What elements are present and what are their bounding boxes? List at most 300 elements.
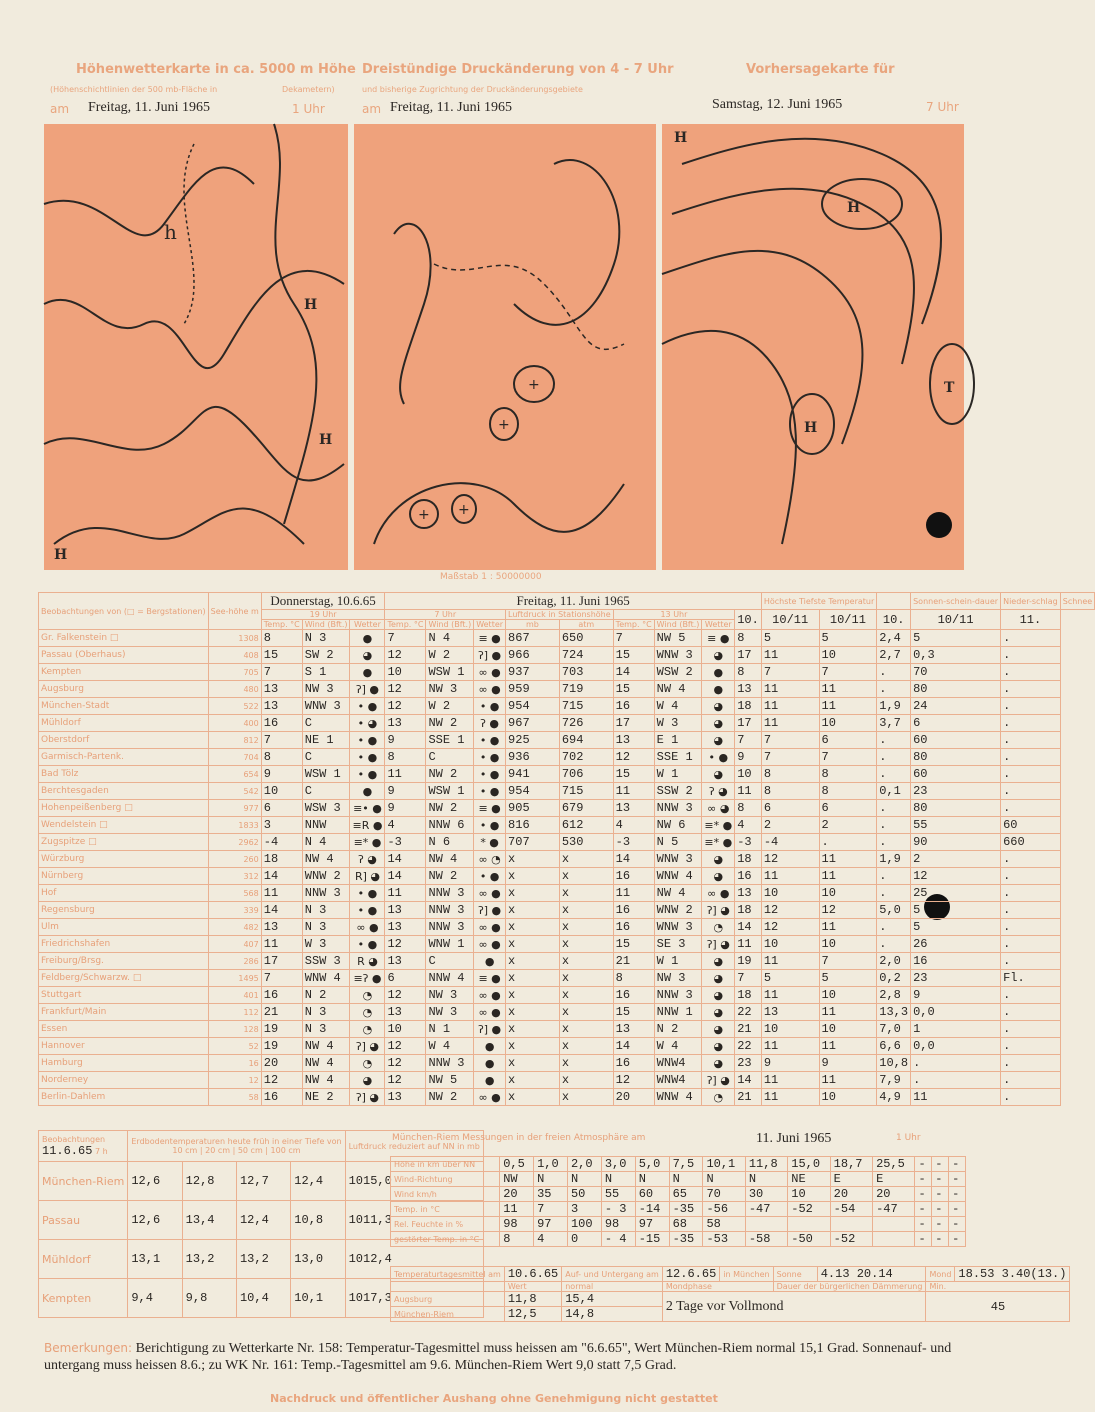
table-row (391, 1187, 966, 1202)
aero-height: 3,0 (601, 1157, 635, 1172)
aero-height: 2,0 (567, 1157, 601, 1172)
cell: 11 (819, 851, 877, 868)
cell: SE 3 (654, 936, 702, 953)
cell: 10 (819, 987, 877, 1004)
cell: x (559, 1072, 613, 1089)
table-row (39, 732, 1095, 749)
station-height: 339 (208, 902, 261, 919)
cell: 12 (385, 1055, 426, 1072)
cell: W 1 (654, 766, 702, 783)
cell: 2,0 (877, 953, 911, 970)
station-name: Augsburg (39, 681, 209, 698)
cell: WNW 4 (654, 1089, 702, 1106)
cell: ≡* ● (702, 834, 735, 851)
h7: 7 Uhr (385, 610, 506, 620)
cell: W 4 (426, 1038, 474, 1055)
cell: WSW 1 (426, 783, 474, 800)
mid-map-title: Dreistündige Druckänderung von 4 - 7 Uhr (362, 62, 674, 77)
aero-value (788, 1217, 830, 1232)
station-height: 312 (208, 868, 261, 885)
tm-wert-label: Wert (504, 1282, 561, 1292)
h-temp-7: Temp. °C (385, 620, 426, 630)
cell: ≡• ● (350, 800, 385, 817)
cell: • ◕ (350, 715, 385, 732)
cell: 5 (911, 902, 1001, 919)
cell: N 1 (426, 1021, 474, 1038)
cell: NW 4 (302, 1072, 350, 1089)
cell: 530 (559, 834, 613, 851)
cell: C (426, 953, 474, 970)
cell: N 3 (302, 902, 350, 919)
cell: 11 (819, 868, 877, 885)
cell: 6,6 (877, 1038, 911, 1055)
aero-value: - (932, 1217, 949, 1232)
cell: NNW 4 (426, 970, 474, 987)
soil-value: 1015,0 (345, 1162, 483, 1201)
cell: 60 (911, 732, 1001, 749)
cell: 11 (761, 1089, 819, 1106)
cell: NW 2 (426, 800, 474, 817)
aero-value: - 4 (601, 1232, 635, 1247)
aero-value: -35 (669, 1202, 703, 1217)
cell: 5 (911, 919, 1001, 936)
soil-value: 12,7 (236, 1162, 290, 1201)
cell: ◔ (702, 1089, 735, 1106)
cell: • ● (350, 936, 385, 953)
table-row (39, 868, 1095, 885)
cell: NW 4 (426, 851, 474, 868)
h-wetter-7: Wetter (474, 620, 506, 630)
cell: NW 4 (302, 851, 350, 868)
h-mb: mb (506, 620, 560, 630)
aero-value: N (669, 1172, 703, 1187)
soil-beob-label: Beobachtungen 11.6.65 7 h (39, 1131, 128, 1162)
cell: 13 (735, 885, 762, 902)
svg-text:+: + (458, 502, 470, 518)
cell: 816 (506, 817, 560, 834)
cell: 12 (385, 647, 426, 664)
cell: WNW 3 (654, 919, 702, 936)
station-name: Friedrichshafen (39, 936, 209, 953)
svg-text:H: H (674, 130, 688, 146)
cell: ʔ] ● (474, 647, 506, 664)
cell: . (877, 664, 911, 681)
cell: ʔ ● (474, 715, 506, 732)
aero-value: E (830, 1172, 872, 1187)
cell: 650 (559, 630, 613, 647)
cell: ● (474, 1055, 506, 1072)
aero-date: 11. Juni 1965 (756, 1131, 832, 1146)
aero-row-label: Temp. in °C (391, 1202, 500, 1217)
cell: 10 (819, 885, 877, 902)
mondphase-value: 2 Tage vor Vollmond (662, 1292, 926, 1322)
cell: . (877, 936, 911, 953)
left-map-subtitle-2: Dekametern) (282, 85, 335, 94)
table-row (39, 630, 1095, 647)
aero-height: - (932, 1157, 949, 1172)
tm-wert-2: 12,5 (504, 1307, 561, 1322)
cell: 6 (911, 715, 1001, 732)
svg-text:T: T (944, 380, 955, 396)
aero-height: 1,0 (534, 1157, 568, 1172)
aero-value: 20 (500, 1187, 534, 1202)
cell: 5,0 (877, 902, 911, 919)
table-row (39, 1089, 1095, 1106)
cell: 12 (385, 987, 426, 1004)
cell: 23 (911, 783, 1001, 800)
aero-value: N (601, 1172, 635, 1187)
aero-value: -58 (745, 1232, 787, 1247)
cell: -3 (735, 834, 762, 851)
cell: 10 (385, 664, 426, 681)
cell: . (1001, 868, 1061, 885)
left-map-title: Höhenwetterkarte in ca. 5000 m Höhe (76, 62, 356, 77)
cell: ◕ (350, 647, 385, 664)
cell: ʔ] ◕ (350, 1089, 385, 1106)
cell: ≡ʔ ● (350, 970, 385, 987)
aero-value: N (567, 1172, 601, 1187)
cell: . (1001, 953, 1061, 970)
cell: 12 (819, 902, 877, 919)
table-row (39, 800, 1095, 817)
aero-value: 70 (703, 1187, 745, 1202)
table-row (39, 834, 1095, 851)
cell: 660 (1001, 834, 1061, 851)
aero-value: -50 (788, 1232, 830, 1247)
soil-value: 13,2 (236, 1240, 290, 1279)
tm-city-header (391, 1282, 505, 1292)
cell: WSW 3 (302, 800, 350, 817)
cell: C (302, 749, 350, 766)
aero-value: - (932, 1187, 949, 1202)
cell: 18 (735, 987, 762, 1004)
cell: WNW4 (654, 1072, 702, 1089)
cell: R ◕ (350, 953, 385, 970)
aero-value: - (915, 1187, 932, 1202)
station-height: 286 (208, 953, 261, 970)
cell: 1,9 (877, 698, 911, 715)
col-1011a: 10/11 (761, 610, 819, 630)
table-row (39, 647, 1095, 664)
cell: 17 (735, 715, 762, 732)
cell: x (506, 1072, 560, 1089)
cell: 0,0 (911, 1004, 1001, 1021)
h-wind-13: Wind (Bft.) (654, 620, 702, 630)
cell: x (559, 987, 613, 1004)
station-name: Oberstdorf (39, 732, 209, 749)
soil-value: 12,4 (236, 1201, 290, 1240)
aero-height: - (949, 1157, 966, 1172)
cell: 702 (559, 749, 613, 766)
soil-value: 10,4 (236, 1279, 290, 1318)
cell: ∞ ● (474, 987, 506, 1004)
soil-value: 12,4 (291, 1162, 345, 1201)
cell: 13 (613, 732, 654, 749)
cell: 10 (819, 1021, 877, 1038)
cell: 10 (261, 783, 302, 800)
cell: 13 (261, 919, 302, 936)
cell: 11 (761, 953, 819, 970)
cell: 11 (911, 1089, 1001, 1106)
cell: 7 (613, 630, 654, 647)
cell: ● (474, 1038, 506, 1055)
cell: -4 (261, 834, 302, 851)
cell: 13 (261, 681, 302, 698)
cell: 7 (761, 749, 819, 766)
cell: WSW 1 (426, 664, 474, 681)
cell: NNW 3 (302, 885, 350, 902)
cell: 11 (385, 766, 426, 783)
cell: ◔ (350, 1055, 385, 1072)
aero-value: 58 (703, 1217, 745, 1232)
aero-height: 18,7 (830, 1157, 872, 1172)
cell: x (559, 902, 613, 919)
cell: 11 (761, 715, 819, 732)
cell: 80 (911, 749, 1001, 766)
col-nieder: Nieder-schlag (1001, 593, 1061, 610)
cell: 80 (911, 681, 1001, 698)
depth-1: 10 cm (172, 1146, 198, 1155)
cell: 941 (506, 766, 560, 783)
col-1011c: 10/11 (911, 610, 1001, 630)
cell: 724 (559, 647, 613, 664)
soil-station: Passau (39, 1201, 128, 1240)
right-map-time: 7 Uhr (926, 100, 959, 114)
map-scale: Maßstab 1 : 50000000 (440, 572, 542, 582)
cell: 18 (735, 902, 762, 919)
table-row (39, 783, 1095, 800)
cell: C (302, 715, 350, 732)
cell: 967 (506, 715, 560, 732)
cell: 18 (735, 851, 762, 868)
cell: ∞ ● (474, 681, 506, 698)
cell: • ● (474, 766, 506, 783)
table-row (39, 936, 1095, 953)
punch-hole-top (926, 512, 952, 538)
cell: 14 (385, 868, 426, 885)
station-height: 542 (208, 783, 261, 800)
cell: 5 (911, 630, 1001, 647)
cell: . (1001, 987, 1061, 1004)
cell: x (559, 953, 613, 970)
station-height: 1308 (208, 630, 261, 647)
cell: 14 (261, 868, 302, 885)
cell: ● (350, 664, 385, 681)
cell: . (1001, 1072, 1061, 1089)
station-name: Kempten (39, 664, 209, 681)
cell: x (506, 919, 560, 936)
cell: NW 6 (654, 817, 702, 834)
cell: 0,2 (877, 970, 911, 987)
aero-row-label: Rel. Feuchte in % (391, 1217, 500, 1232)
tm-normal-label: normal (562, 1282, 663, 1292)
aero-value: -15 (635, 1232, 669, 1247)
station-height: 482 (208, 919, 261, 936)
station-height: 654 (208, 766, 261, 783)
aero-title: München-Riem Messungen in der freien Atmosphäre am (392, 1133, 646, 1143)
cell: x (506, 1089, 560, 1106)
cell: 10 (761, 885, 819, 902)
cell: 966 (506, 647, 560, 664)
cell: . (877, 868, 911, 885)
cell: ◕ (702, 715, 735, 732)
aero-value: 97 (635, 1217, 669, 1232)
soil-value: 1017,3 (345, 1279, 483, 1318)
station-name: Feldberg/Schwarzw. □ (39, 970, 209, 987)
station-name: Hof (39, 885, 209, 902)
aero-value: 97 (534, 1217, 568, 1232)
left-map-time: 1 Uhr (292, 102, 325, 116)
station-height: 408 (208, 647, 261, 664)
aero-value: 50 (567, 1187, 601, 1202)
cell: 11 (385, 885, 426, 902)
cell: 55 (911, 817, 1001, 834)
cell: . (877, 919, 911, 936)
table-row (39, 1004, 1095, 1021)
cell: 2 (911, 851, 1001, 868)
mond-times: 18.53 3.40(13.) (955, 1267, 1070, 1282)
cell: ∞ ● (350, 919, 385, 936)
svg-text:H: H (804, 420, 818, 436)
cell: . (1001, 1038, 1061, 1055)
cell: 6 (819, 800, 877, 817)
h-temp-19: Temp. °C (261, 620, 302, 630)
cell: 15 (613, 647, 654, 664)
cell: 60 (911, 766, 1001, 783)
cell: . (911, 1072, 1001, 1089)
station-name: Garmisch-Partenk. (39, 749, 209, 766)
tm-normal-1: 15,4 (562, 1292, 663, 1307)
svg-text:h: h (164, 220, 177, 244)
aero-value: N (534, 1172, 568, 1187)
cell: 10 (819, 647, 877, 664)
soil-value: 9,4 (128, 1279, 182, 1318)
cell: 2,8 (877, 987, 911, 1004)
aero-value: N (703, 1172, 745, 1187)
remarks-text: Berichtigung zu Wetterkarte Nr. 158: Temperatur-Tagesmittel muss heissen am "6.6.65", Wert München-Riem normal 15,1 Grad. Sonnenauf- und untergang muss heissen 8.6.; zu WK Nr. 161: Temp.-Tagesmittel am 9.6. München-Riem Wert 9,0 statt 7,5 Grad. (44, 1341, 952, 1373)
cell: 719 (559, 681, 613, 698)
aero-value: N (745, 1172, 787, 1187)
cell: 70 (911, 664, 1001, 681)
cell: ʔ] ◕ (702, 936, 735, 953)
soil-erd-label: Erdbodentemperaturen heute früh in einer Tiefe von 10 cm | 20 cm | 50 cm | 100 cm (128, 1131, 345, 1162)
cell: NW 4 (302, 1038, 350, 1055)
station-height: 977 (208, 800, 261, 817)
soil-value: 12,8 (182, 1162, 236, 1201)
aero-value: -56 (703, 1202, 745, 1217)
cell: . (1001, 783, 1061, 800)
cell: ∞ ● (474, 664, 506, 681)
aero-value: - 3 (601, 1202, 635, 1217)
cell: 7 (819, 953, 877, 970)
h-wetter-19: Wetter (350, 620, 385, 630)
h-temp-13: Temp. °C (613, 620, 654, 630)
cell: 0,0 (911, 1038, 1001, 1055)
auf-label: Auf- und Untergang am (562, 1267, 663, 1282)
cell: 16 (613, 902, 654, 919)
cell: 11 (735, 936, 762, 953)
cell: NW 4 (654, 681, 702, 698)
cell: 11 (761, 1038, 819, 1055)
cell: NW 4 (302, 1055, 350, 1072)
cell: 11 (761, 987, 819, 1004)
tm-date: 10.6.65 (504, 1267, 561, 1282)
cell: . (877, 732, 911, 749)
cell: ● (702, 664, 735, 681)
cell: x (559, 1004, 613, 1021)
cell: 13 (385, 1004, 426, 1021)
cell: 4 (385, 817, 426, 834)
station-height: 52 (208, 1038, 261, 1055)
cell: • ● (474, 868, 506, 885)
cell: ◕ (702, 766, 735, 783)
cell: ◔ (350, 987, 385, 1004)
cell: x (506, 936, 560, 953)
svg-text:+: + (418, 507, 430, 523)
cell: 8 (613, 970, 654, 987)
cell: 14 (613, 1038, 654, 1055)
cell: 16 (261, 987, 302, 1004)
aero-value: 100 (567, 1217, 601, 1232)
table-row (39, 885, 1095, 902)
cell: C (426, 749, 474, 766)
cell: WNW 1 (426, 936, 474, 953)
cell: ◔ (350, 1021, 385, 1038)
cell: 2 (761, 817, 819, 834)
cell: 19 (261, 1038, 302, 1055)
aero-value: 98 (500, 1217, 534, 1232)
cell: ∞ ● (474, 1089, 506, 1106)
cell: 12 (761, 902, 819, 919)
station-name: Essen (39, 1021, 209, 1038)
tm-label: Temperaturtagesmittel am (391, 1267, 505, 1282)
table-row (39, 664, 1095, 681)
cell: 9 (735, 749, 762, 766)
cell: . (1001, 749, 1061, 766)
station-height: 400 (208, 715, 261, 732)
cell: 17 (613, 715, 654, 732)
cell: 9 (385, 783, 426, 800)
cell: 19 (261, 1021, 302, 1038)
cell: 12 (613, 749, 654, 766)
cell: 703 (559, 664, 613, 681)
mondphase-label: Mondphase (662, 1282, 773, 1292)
station-name: Norderney (39, 1072, 209, 1089)
cell: 12 (761, 919, 819, 936)
aero-height: 11,8 (745, 1157, 787, 1172)
station-height: 12 (208, 1072, 261, 1089)
cell: 14 (261, 902, 302, 919)
cell: NE 1 (302, 732, 350, 749)
cell: 14 (613, 664, 654, 681)
cell: ʔ] ◕ (702, 902, 735, 919)
upper-air-map (44, 124, 348, 570)
cell: 9 (819, 1055, 877, 1072)
station-height: 1495 (208, 970, 261, 987)
cell: x (559, 885, 613, 902)
col-height: See-höhe m (208, 593, 261, 630)
aero-row-label: gestörter Temp. in °C (391, 1232, 500, 1247)
aero-value: 11 (500, 1202, 534, 1217)
cell: 954 (506, 698, 560, 715)
cell: • ● (350, 766, 385, 783)
cell: 90 (911, 834, 1001, 851)
cell: x (559, 970, 613, 987)
aero-height: 15,0 (788, 1157, 830, 1172)
table-row (39, 851, 1095, 868)
cell: N 3 (302, 630, 350, 647)
cell: 7 (819, 749, 877, 766)
